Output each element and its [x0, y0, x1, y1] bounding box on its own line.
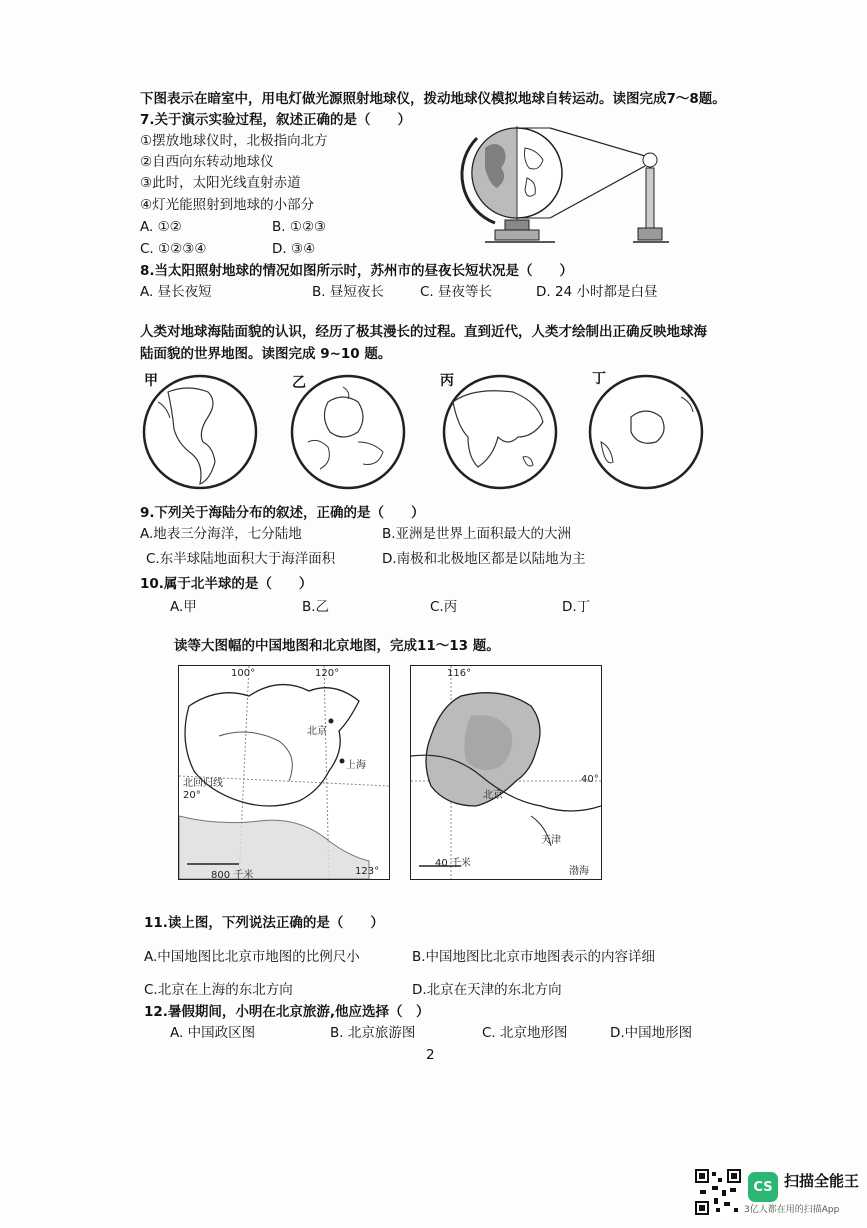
q10-option-c: C.丙	[430, 599, 458, 615]
beijing-map-lat-40: 40°	[581, 774, 599, 785]
beijing-map-scale: 40 千米	[435, 858, 471, 869]
china-map	[178, 665, 390, 880]
q8-option-b: B. 昼短夜长	[312, 284, 384, 300]
q10-stem: 10.属于北半球的是（ ）	[140, 576, 313, 592]
q8-stem: 8.当太阳照射地球的情况如图所示时，苏州市的昼夜长短状况是（ ）	[140, 263, 574, 279]
q7-option-a: A. ①②	[140, 219, 182, 235]
q7-option-c: C. ①②③④	[140, 241, 207, 257]
china-map-shanghai-label: 上海	[346, 760, 366, 771]
china-map-beijing-label: 北京	[307, 726, 327, 737]
page-number: 2	[426, 1047, 435, 1063]
q10-option-d: D.丁	[562, 599, 591, 615]
q12-option-b: B. 北京旅游图	[330, 1025, 416, 1041]
q9-option-b: B.亚洲是世界上面积最大的大洲	[382, 526, 572, 542]
beijing-map-lon-116: 116°	[447, 668, 472, 679]
q9-option-d: D.南极和北极地区都是以陆地为主	[382, 551, 586, 567]
beijing-map-beijing-label: 北京	[483, 790, 503, 801]
q7-option-b: B. ①②③	[272, 219, 327, 235]
q8-option-a: A. 昼长夜短	[140, 284, 212, 300]
q7-statement-4: ④灯光能照射到地球的小部分	[140, 197, 315, 213]
footer-brand: 扫描全能王	[784, 1172, 860, 1190]
beijing-map	[410, 665, 602, 880]
q9-option-a: A.地表三分海洋，七分陆地	[140, 526, 302, 542]
q7-stem: 7.关于演示实验过程，叙述正确的是（ ）	[140, 112, 412, 128]
globe-label-yi: 乙	[292, 375, 306, 391]
qr-code-icon	[694, 1168, 742, 1216]
globe-jia	[138, 372, 258, 492]
q7-option-d: D. ③④	[272, 241, 316, 257]
beijing-map-tianjin-label: 天津	[541, 835, 561, 846]
globe-ding	[586, 372, 706, 492]
beijing-map-bohai-label: 渤海	[569, 866, 589, 877]
q12-option-c: C. 北京地形图	[482, 1025, 568, 1041]
q10-option-a: A.甲	[170, 599, 197, 615]
q11-option-c: C.北京在上海的东北方向	[144, 982, 293, 998]
globe-label-bing: 丙	[440, 373, 454, 389]
globe-bing	[438, 372, 558, 492]
footer-tagline: 3亿人都在用的扫描App	[744, 1205, 840, 1215]
q11-option-d: D.北京在天津的东北方向	[412, 982, 562, 998]
globe-lamp-figure	[455, 118, 685, 248]
china-map-lon-100: 100°	[231, 668, 256, 679]
q12-option-d: D.中国地形图	[610, 1025, 693, 1041]
q11-stem: 11.读上图，下列说法正确的是（ ）	[144, 915, 384, 931]
q11-option-a: A.中国地图比北京市地图的比例尺小	[144, 949, 360, 965]
q8-option-d: D. 24 小时都是白昼	[536, 284, 658, 300]
q12-option-a: A. 中国政区图	[170, 1025, 256, 1041]
intro-11-13: 读等大图幅的中国地图和北京地图，完成11～13 题。	[174, 638, 500, 654]
q10-option-b: B.乙	[302, 599, 330, 615]
intro-9-10-line2: 陆面貌的世界地图。读图完成 9~10 题。	[140, 346, 392, 362]
q7-statement-3: ③此时，太阳光线直射赤道	[140, 175, 301, 191]
china-map-lat-20: 20°	[183, 790, 201, 801]
china-map-scale: 800 千米	[211, 870, 254, 880]
globe-label-jia: 甲	[144, 373, 158, 389]
china-map-lon-120: 120°	[315, 668, 340, 679]
q7-statement-1: ①摆放地球仪时，北极指向北方	[140, 133, 328, 149]
china-map-tropic-label: 北回归线	[183, 778, 223, 789]
china-map-lon-123: 123°	[355, 866, 380, 877]
globe-label-ding: 丁	[592, 371, 606, 387]
q7-statement-2: ②自西向东转动地球仪	[140, 154, 274, 170]
intro-9-10-line1: 人类对地球海陆面貌的认识，经历了极其漫长的过程。直到近代，人类才绘制出正确反映地球海	[140, 324, 707, 340]
q12-stem: 12.暑假期间，小明在北京旅游,他应选择（ ）	[144, 1004, 430, 1020]
q9-stem: 9.下列关于海陆分布的叙述，正确的是（ ）	[140, 505, 425, 521]
intro-7-8: 下图表示在暗室中，用电灯做光源照射地球仪，拨动地球仪模拟地球自转运动。读图完成7～8题。	[140, 91, 726, 107]
q9-option-c: C.东半球陆地面积大于海洋面积	[146, 551, 336, 567]
globe-yi	[288, 372, 408, 492]
camscanner-logo: CS	[748, 1172, 778, 1202]
q8-option-c: C. 昼夜等长	[420, 284, 493, 300]
q11-option-b: B.中国地图比北京市地图表示的内容详细	[412, 949, 656, 965]
